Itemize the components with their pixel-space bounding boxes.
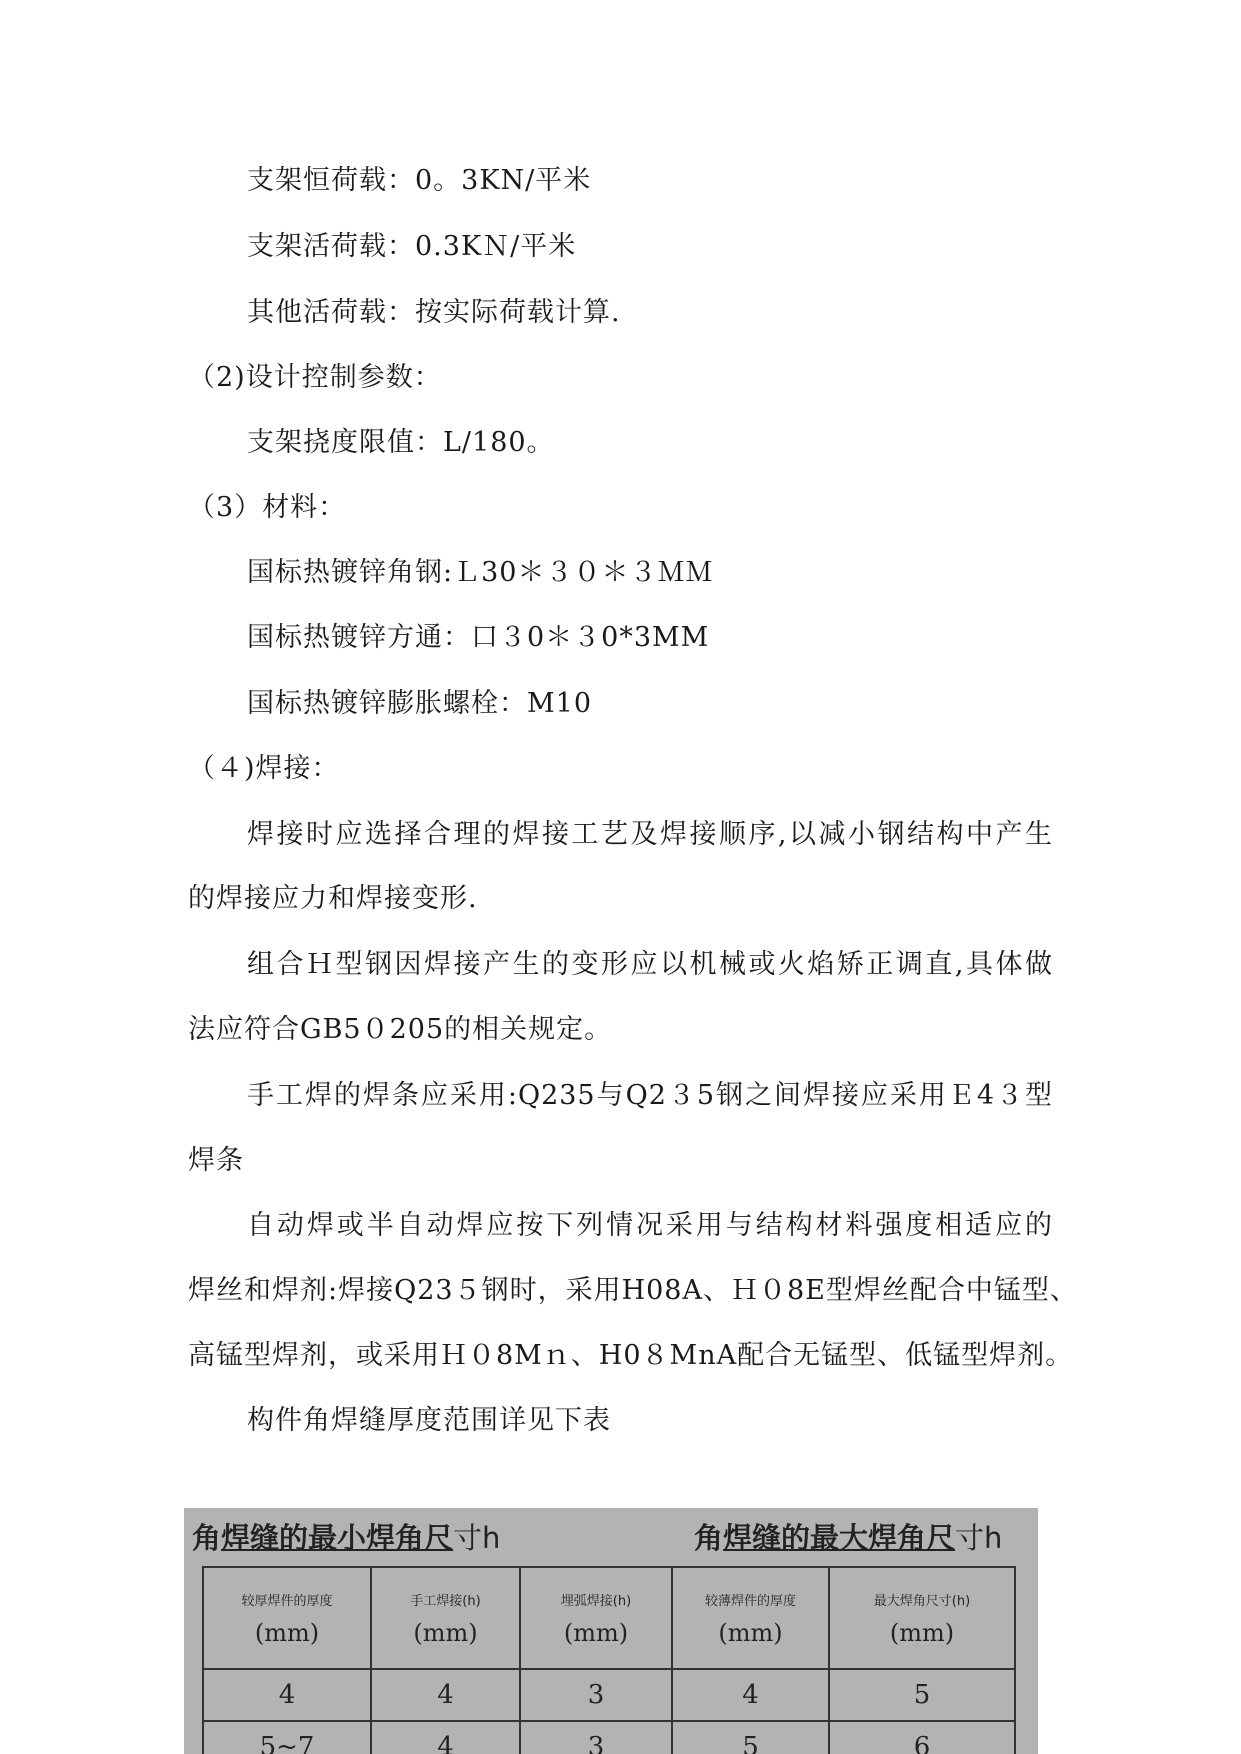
paragraph: 支架挠度限值：L/180。 [247, 427, 555, 458]
section-heading: （2)设计控制参数： [188, 362, 442, 393]
table-cell: 4 [203, 1669, 371, 1721]
table-cell: 4 [672, 1669, 829, 1721]
section-heading: （3）材料： [188, 492, 347, 523]
paragraph: 构件角焊缝厚度范围详见下表 [247, 1405, 611, 1436]
table-header-cell: 埋弧焊接(h) (mm) [520, 1567, 672, 1669]
paragraph: 国标热镀锌膨胀螺栓：M10 [247, 688, 593, 719]
paragraph: 国标热镀锌角钢:Ｌ30＊３０＊３ＭＭ [247, 557, 714, 588]
table-header-cell: 手工焊接(h) (mm) [371, 1567, 520, 1669]
table-header-row [203, 1567, 1015, 1669]
paragraph: 手工焊的焊条应采用:Q235与Q2３5钢之间焊接应采用Ｅ4３型 [247, 1080, 1053, 1111]
weld-size-table-image [184, 1508, 1038, 1754]
paragraph: 支架活荷载：0.3KＮ/平米 [247, 231, 577, 262]
table-row [203, 1721, 1015, 1754]
paragraph: 其他活荷载：按实际荷载计算. [247, 297, 621, 328]
paragraph: 自动焊或半自动焊应按下列情况采用与结构材料强度相适应的 [247, 1210, 1053, 1241]
table-row [203, 1669, 1015, 1721]
paragraph: 高锰型焊剂，或采用Ｈ０8Mｎ、H0８MnA配合无锰型、低锰型焊剂。 [188, 1340, 1074, 1371]
table-header-cell: 较厚焊件的厚度 (mm) [203, 1567, 371, 1669]
table-cell: 4 [371, 1669, 520, 1721]
table-header-cell: 最大焊角尺寸(h) (mm) [829, 1567, 1015, 1669]
table-cell: 6 [829, 1721, 1015, 1754]
paragraph: 焊接时应选择合理的焊接工艺及焊接顺序,以减小钢结构中产生 [247, 819, 1053, 850]
weld-size-table [202, 1566, 1016, 1754]
paragraph: 法应符合GB5０205的相关规定。 [188, 1014, 613, 1045]
section-heading: （４)焊接： [188, 753, 340, 784]
table-cell: 4 [371, 1721, 520, 1754]
table-cell: 5 [829, 1669, 1015, 1721]
paragraph: 支架恒荷载：0。3KN/平米 [247, 165, 592, 196]
paragraph: 的焊接应力和焊接变形. [188, 883, 478, 914]
paragraph: 焊丝和焊剂:焊接Q23５钢时，采用H08A、Ｈ０8E型焊丝配合中锰型、 [188, 1275, 1078, 1306]
table-cell: 3 [520, 1669, 672, 1721]
paragraph: 组合Ｈ型钢因焊接产生的变形应以机械或火焰矫正调直,具体做 [247, 949, 1053, 980]
table-title-min: 角焊缝的最小焊角尺寸h [192, 1521, 501, 1555]
paragraph: 国标热镀锌方通：口３0＊３0*3MM [247, 622, 710, 653]
table-header-cell: 较薄焊件的厚度 (mm) [672, 1567, 829, 1669]
table-cell: 5 [672, 1721, 829, 1754]
paragraph: 焊条 [188, 1145, 244, 1176]
table-title-max: 角焊缝的最大焊角尺寸h [694, 1521, 1003, 1555]
table-cell: 3 [520, 1721, 672, 1754]
table-cell: 5~7 [203, 1721, 371, 1754]
